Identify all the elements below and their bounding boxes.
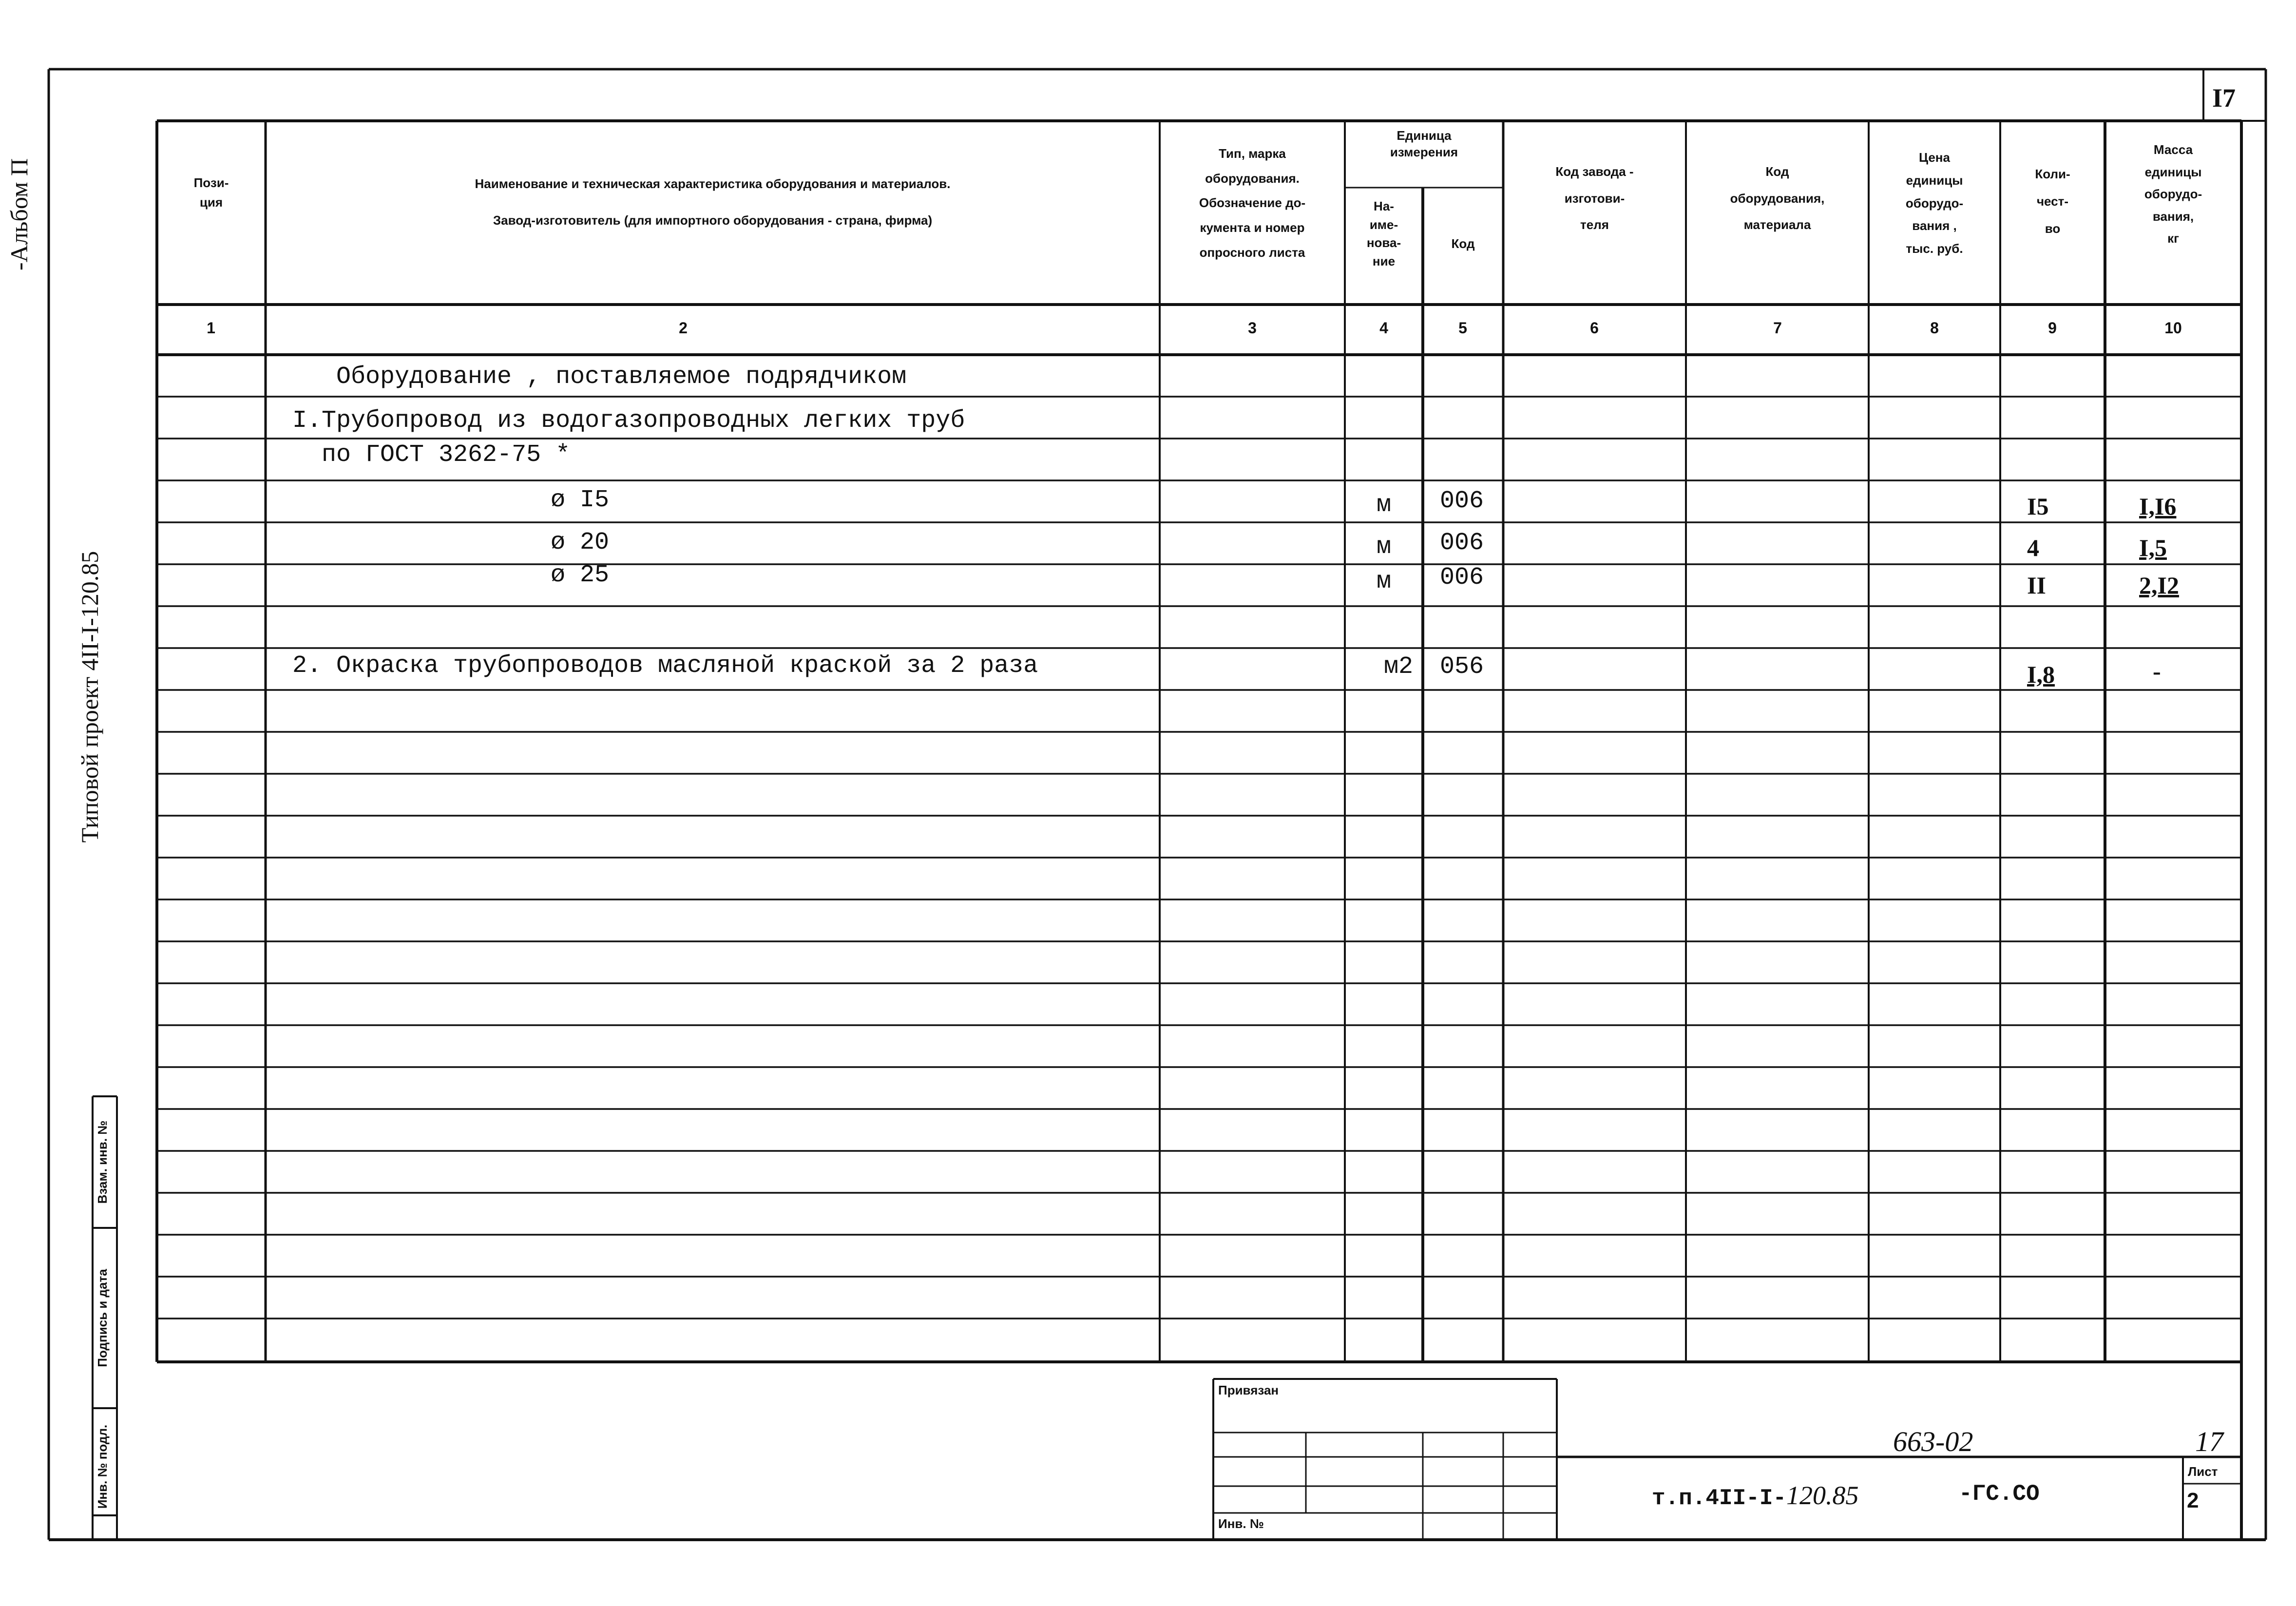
col-number-5: 5 bbox=[1458, 319, 1467, 337]
project-label: Типовой проект 4II-I-120.85 bbox=[76, 551, 103, 843]
pipe-qty: I5 bbox=[2027, 493, 2049, 520]
col-number-8: 8 bbox=[1930, 319, 1939, 337]
privyazan-label: Привязан bbox=[1218, 1383, 1279, 1397]
document-code-prefix: т.п.4II-I- bbox=[1652, 1486, 1787, 1511]
pipe-mass: I,5 bbox=[2139, 534, 2167, 561]
col-number-7: 7 bbox=[1773, 319, 1782, 337]
header-unit-mass: Масса единицы оборудо- вания, кг bbox=[2144, 142, 2202, 246]
header-factory-code: Код завода - изготови- теля bbox=[1555, 164, 1634, 232]
item1-standard: по ГОСТ 3262-75 * bbox=[322, 441, 571, 469]
col-number-1: 1 bbox=[207, 319, 215, 337]
header-name: Наименование и техническая характеристика оборудования и материалов. Завод-изготовитель (для импортного оборудования - страна, фирма) bbox=[475, 176, 951, 228]
pipe-code: 006 bbox=[1440, 487, 1484, 515]
pipe-mass: I,I6 bbox=[2139, 493, 2177, 520]
side-stamp-inv-vzam: Взам. инв. № bbox=[95, 1120, 110, 1204]
pipe-qty: II bbox=[2027, 572, 2046, 599]
document-code-series: 120.85 bbox=[1786, 1481, 1859, 1510]
header-equipment-code: Код оборудования, материала bbox=[1730, 164, 1825, 232]
header-unit-group: Единица измерения bbox=[1390, 128, 1458, 159]
pipe-code: 006 bbox=[1440, 529, 1484, 557]
document-suffix: -ГС.СО bbox=[1959, 1481, 2040, 1507]
header-quantity: Коли- чест- во bbox=[2035, 167, 2070, 236]
pipe-code: 006 bbox=[1440, 564, 1484, 592]
sheet-corner-number: I7 bbox=[2212, 83, 2236, 113]
order-number: 663-02 bbox=[1893, 1426, 1973, 1457]
header-unit-name: На- име- нова- ние bbox=[1366, 199, 1401, 269]
pipe-unit: м bbox=[1377, 568, 1392, 595]
document-code bbox=[1652, 1480, 1859, 1511]
inv-no-label: Инв. № bbox=[1218, 1516, 1264, 1531]
col-number-4: 4 bbox=[1379, 319, 1388, 337]
section-title: Оборудование , поставляемое подрядчиком bbox=[336, 363, 907, 391]
col-number-2: 2 bbox=[679, 319, 688, 337]
item2-qty: I,8 bbox=[2027, 661, 2055, 688]
list-number: 2 bbox=[2187, 1489, 2199, 1512]
album-label: -Альбом П bbox=[5, 158, 33, 271]
item2-title: 2. Окраска трубопроводов масляной краской за 2 раза bbox=[292, 652, 1038, 680]
item2-mass: - bbox=[2153, 657, 2161, 685]
col-number-6: 6 bbox=[1590, 319, 1599, 337]
item2-code: 056 bbox=[1440, 653, 1484, 681]
pipe-unit: м bbox=[1377, 533, 1392, 561]
pipe-size: ø I5 bbox=[551, 486, 610, 514]
side-stamp-sign-date: Подпись и дата bbox=[95, 1269, 110, 1367]
pipe-size: ø 25 bbox=[551, 561, 610, 589]
pipe-size: ø 20 bbox=[551, 529, 610, 556]
sheet-number-handwritten: 17 bbox=[2195, 1426, 2223, 1457]
col-number-10: 10 bbox=[2164, 319, 2182, 337]
item1-title: I.Трубопровод из водогазопроводных легких труб bbox=[292, 407, 965, 435]
pipe-qty: 4 bbox=[2027, 534, 2039, 561]
header-type: Тип, марка оборудования. Обозначение до- кумента и номер опросного листа bbox=[1199, 146, 1306, 260]
col-number-3: 3 bbox=[1248, 319, 1257, 337]
list-label: Лист bbox=[2188, 1464, 2218, 1479]
side-stamp-inv-podl: Инв. № подл. bbox=[95, 1424, 110, 1509]
header-position: Пози- ция bbox=[193, 175, 229, 210]
col-number-9: 9 bbox=[2048, 319, 2057, 337]
pipe-unit: м bbox=[1377, 491, 1392, 519]
header-unit-code: Код bbox=[1451, 236, 1475, 251]
header-unit-price: Цена единицы оборудо- вания , тыс. руб. bbox=[1905, 150, 1964, 256]
pipe-mass: 2,I2 bbox=[2139, 572, 2179, 599]
item2-unit: м2 bbox=[1384, 653, 1414, 681]
